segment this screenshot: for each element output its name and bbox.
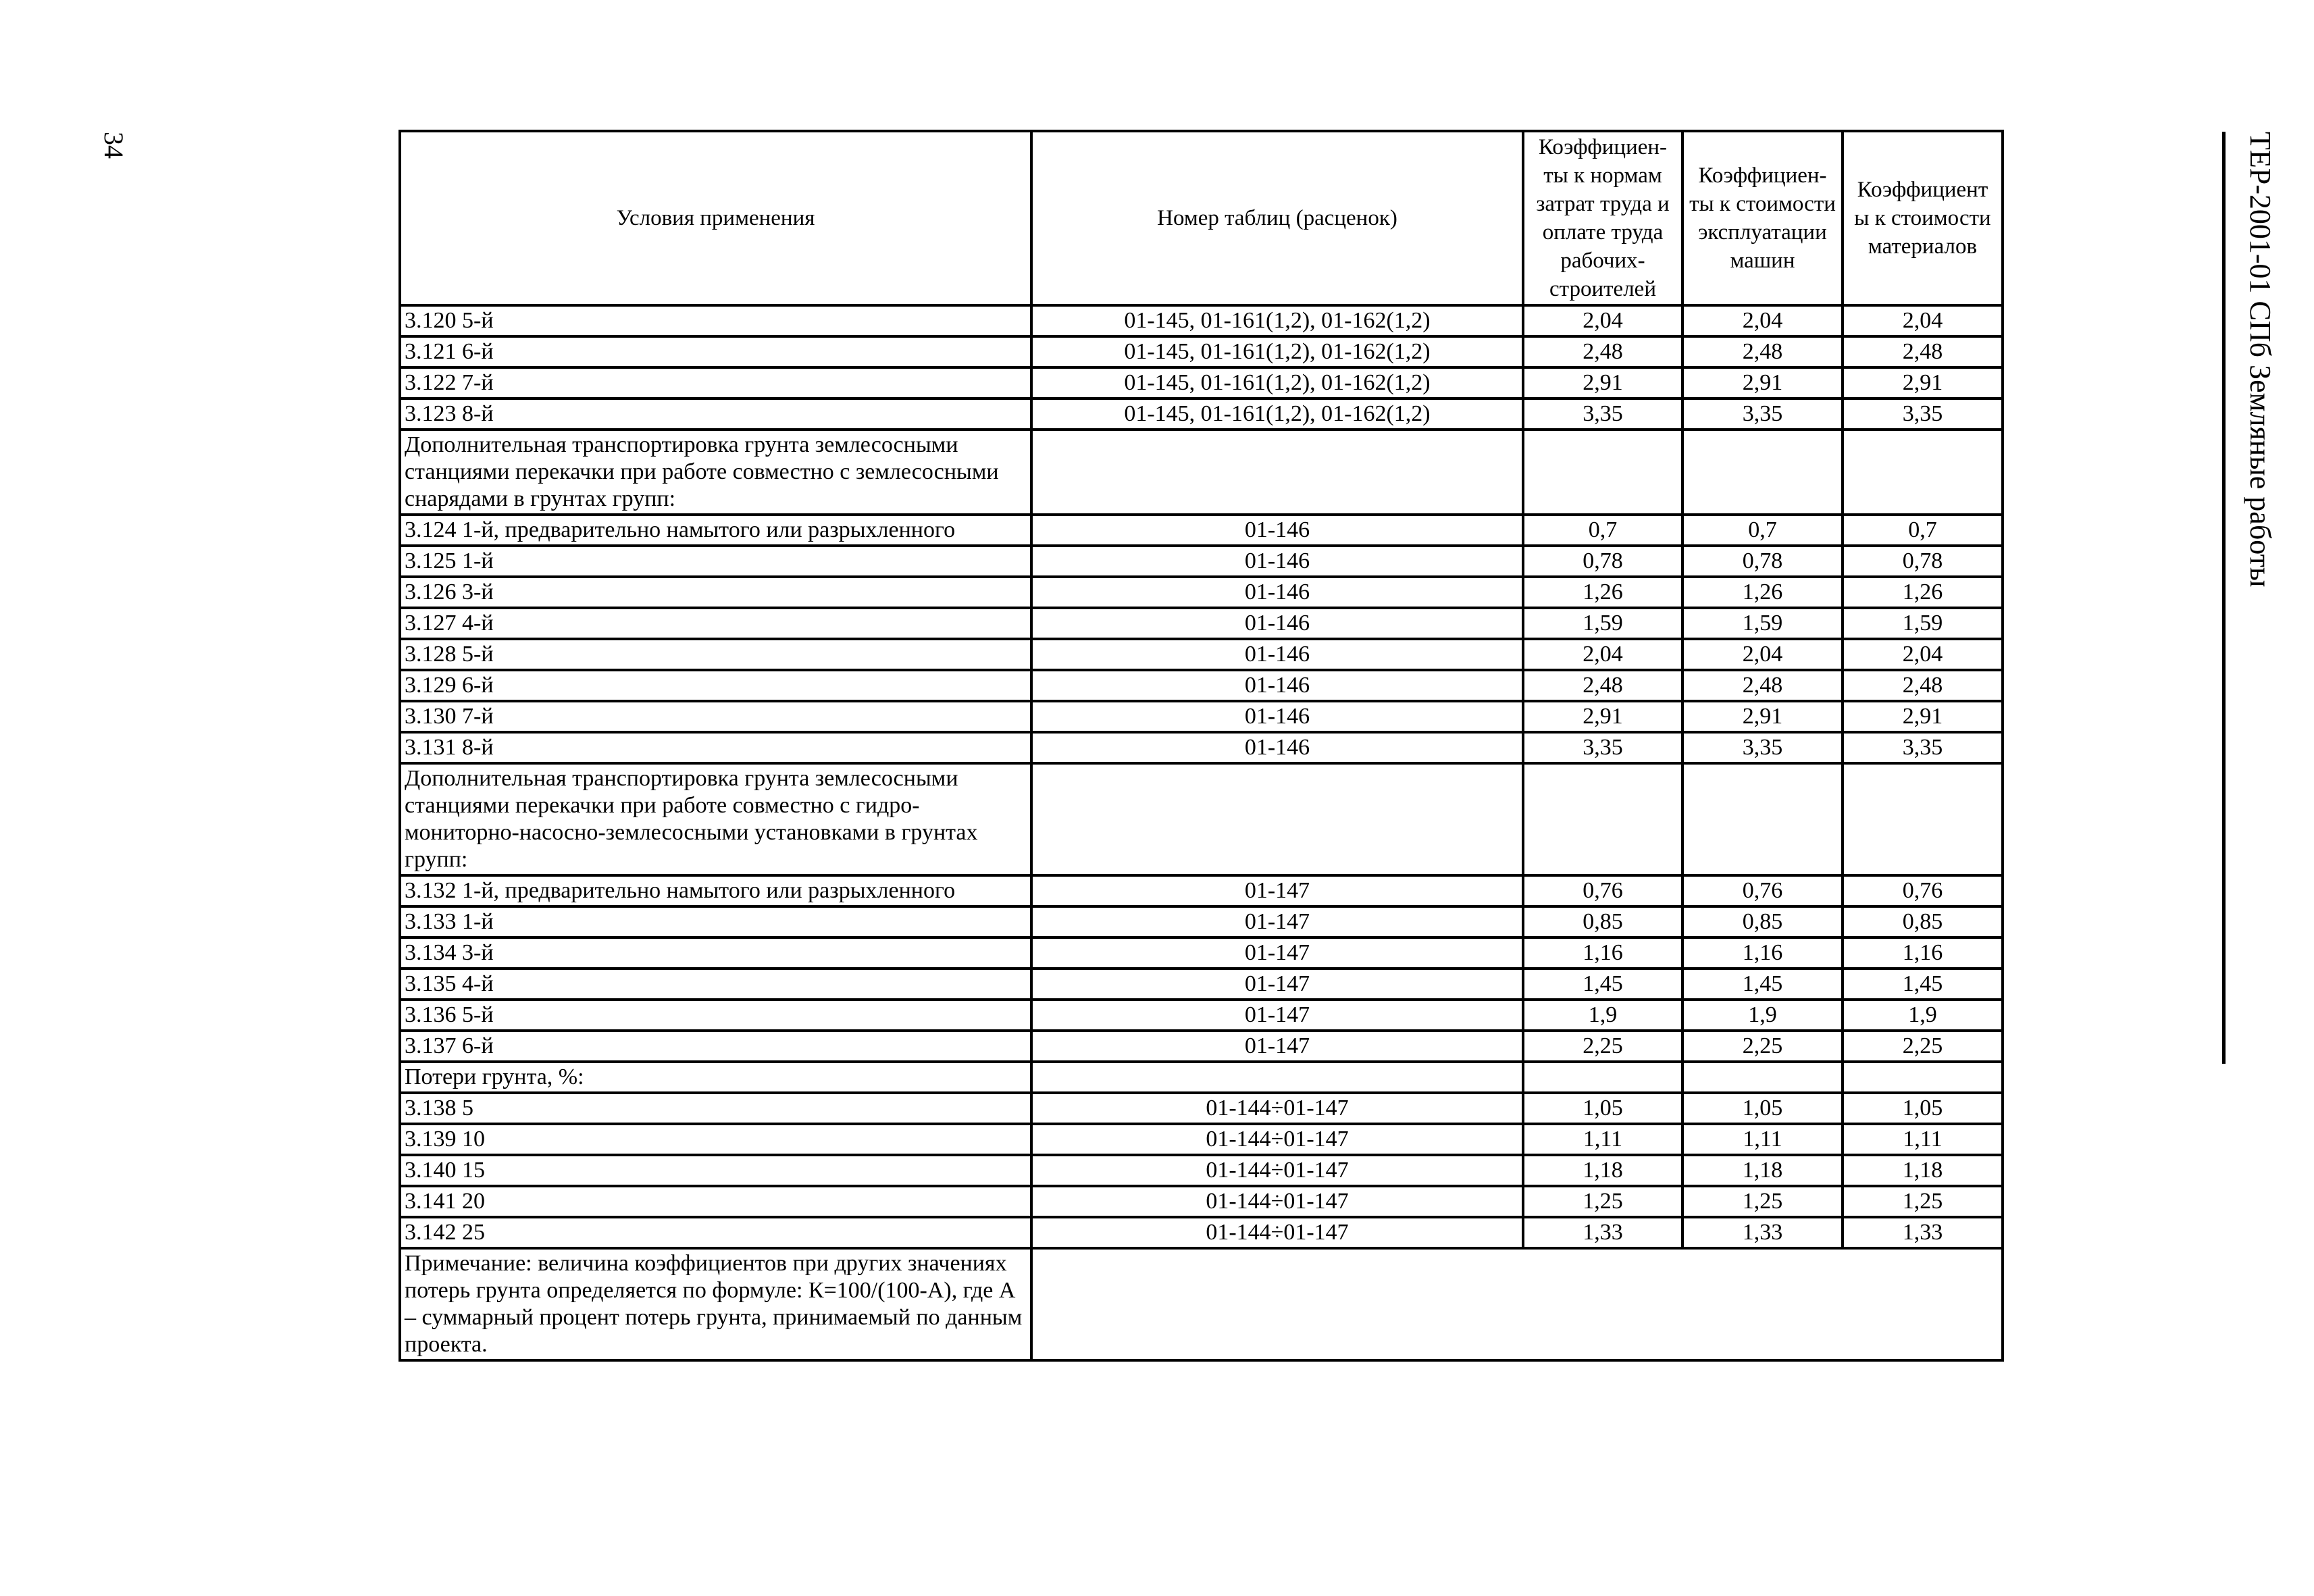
condition-cell: 3.131 8-й	[400, 732, 1031, 763]
table-number-cell: 01-146	[1031, 577, 1523, 608]
machine-coefficient-cell: 0,7	[1682, 515, 1843, 546]
condition-cell: 3.130 7-й	[400, 701, 1031, 732]
condition-cell: 3.125 1-й	[400, 546, 1031, 577]
material-coefficient-cell: 3,35	[1843, 732, 2003, 763]
machine-coefficient-cell: 2,48	[1682, 670, 1843, 701]
note-empty-cell	[1031, 1248, 2003, 1360]
table-row	[400, 1000, 2003, 1031]
condition-cell: 3.142 25	[400, 1217, 1031, 1248]
table-row	[400, 1217, 2003, 1248]
table-number-cell: 01-144÷01-147	[1031, 1186, 1523, 1217]
page-number: 34	[99, 132, 129, 159]
table-row	[400, 732, 2003, 763]
labor-coefficient-cell: 2,48	[1523, 670, 1682, 701]
labor-coefficient-cell: 3,35	[1523, 398, 1682, 430]
empty-cell	[1031, 1062, 1523, 1093]
labor-coefficient-cell: 2,04	[1523, 305, 1682, 336]
section-row	[400, 1062, 2003, 1093]
labor-coefficient-cell: 3,35	[1523, 732, 1682, 763]
table-number-cell: 01-147	[1031, 937, 1523, 969]
labor-coefficient-cell: 1,18	[1523, 1155, 1682, 1186]
labor-coefficient-cell: 2,48	[1523, 336, 1682, 367]
table-number-cell: 01-145, 01-161(1,2), 01-162(1,2)	[1031, 336, 1523, 367]
table-number-cell: 01-144÷01-147	[1031, 1217, 1523, 1248]
material-coefficient-cell: 1,18	[1843, 1155, 2003, 1186]
material-coefficient-cell: 1,05	[1843, 1093, 2003, 1124]
note-text: Примечание: величина коэффициентов при других значениях потерь грунта определяется по формуле: К=100/(100-А), где А – суммарный процент потерь грунта, принимаемый по данным проекта.	[400, 1248, 1031, 1360]
table-number-cell: 01-145, 01-161(1,2), 01-162(1,2)	[1031, 367, 1523, 398]
machine-coefficient-cell: 1,25	[1682, 1186, 1843, 1217]
header-labor-coefficients: Коэффициен-ты к нормам затрат труда и оплате труда рабочих-строителей	[1523, 131, 1682, 305]
table-row	[400, 608, 2003, 639]
material-coefficient-cell: 1,11	[1843, 1124, 2003, 1155]
material-coefficient-cell: 2,48	[1843, 336, 2003, 367]
machine-coefficient-cell: 1,05	[1682, 1093, 1843, 1124]
condition-cell: 3.137 6-й	[400, 1031, 1031, 1062]
material-coefficient-cell: 0,78	[1843, 546, 2003, 577]
labor-coefficient-cell: 1,59	[1523, 608, 1682, 639]
condition-cell: 3.132 1-й, предварительно намытого или разрыхленного	[400, 875, 1031, 906]
machine-coefficient-cell: 1,45	[1682, 969, 1843, 1000]
machine-coefficient-cell: 2,25	[1682, 1031, 1843, 1062]
empty-cell	[1523, 430, 1682, 515]
empty-cell	[1682, 430, 1843, 515]
empty-cell	[1031, 430, 1523, 515]
condition-cell: 3.138 5	[400, 1093, 1031, 1124]
labor-coefficient-cell: 2,91	[1523, 367, 1682, 398]
condition-cell: 3.123 8-й	[400, 398, 1031, 430]
section-row	[400, 430, 2003, 515]
machine-coefficient-cell: 2,91	[1682, 701, 1843, 732]
labor-coefficient-cell: 0,85	[1523, 906, 1682, 937]
condition-cell: 3.126 3-й	[400, 577, 1031, 608]
machine-coefficient-cell: 2,04	[1682, 305, 1843, 336]
table-number-cell: 01-147	[1031, 969, 1523, 1000]
note-row	[400, 1248, 2003, 1360]
condition-cell: 3.121 6-й	[400, 336, 1031, 367]
coefficients-table	[398, 130, 2004, 1362]
material-coefficient-cell: 2,91	[1843, 701, 2003, 732]
table-number-cell: 01-145, 01-161(1,2), 01-162(1,2)	[1031, 398, 1523, 430]
machine-coefficient-cell: 1,16	[1682, 937, 1843, 969]
table-row	[400, 639, 2003, 670]
labor-coefficient-cell: 2,91	[1523, 701, 1682, 732]
table-number-cell: 01-145, 01-161(1,2), 01-162(1,2)	[1031, 305, 1523, 336]
table-number-cell: 01-146	[1031, 515, 1523, 546]
table-number-cell: 01-147	[1031, 906, 1523, 937]
table-row	[400, 1186, 2003, 1217]
empty-cell	[1843, 430, 2003, 515]
header-row	[400, 131, 2003, 305]
empty-cell	[1523, 1062, 1682, 1093]
header-machine-coefficients: Коэффициен-ты к стоимости эксплуатации машин	[1682, 131, 1843, 305]
material-coefficient-cell: 2,04	[1843, 305, 2003, 336]
material-coefficient-cell: 3,35	[1843, 398, 2003, 430]
machine-coefficient-cell: 3,35	[1682, 398, 1843, 430]
material-coefficient-cell: 0,7	[1843, 515, 2003, 546]
machine-coefficient-cell: 1,59	[1682, 608, 1843, 639]
table-row	[400, 969, 2003, 1000]
table-body	[400, 305, 2003, 1248]
labor-coefficient-cell: 0,78	[1523, 546, 1682, 577]
section-heading: Дополнительная транспортировка грунта землесосными станциями перекачки при работе совместно с гидро-мониторно-насосно-землесосными установками в грунтах групп:	[400, 763, 1031, 875]
condition-cell: 3.120 5-й	[400, 305, 1031, 336]
machine-coefficient-cell: 0,78	[1682, 546, 1843, 577]
labor-coefficient-cell: 1,16	[1523, 937, 1682, 969]
table-row	[400, 875, 2003, 906]
table-row	[400, 577, 2003, 608]
material-coefficient-cell: 1,25	[1843, 1186, 2003, 1217]
table-row	[400, 701, 2003, 732]
labor-coefficient-cell: 1,25	[1523, 1186, 1682, 1217]
table-number-cell: 01-144÷01-147	[1031, 1124, 1523, 1155]
machine-coefficient-cell: 3,35	[1682, 732, 1843, 763]
table-row	[400, 937, 2003, 969]
section-heading: Дополнительная транспортировка грунта землесосными станциями перекачки при работе совместно с землесосными снарядами в грунтах групп:	[400, 430, 1031, 515]
table-row	[400, 367, 2003, 398]
empty-cell	[1031, 763, 1523, 875]
table-row	[400, 1031, 2003, 1062]
machine-coefficient-cell: 1,18	[1682, 1155, 1843, 1186]
material-coefficient-cell: 2,91	[1843, 367, 2003, 398]
labor-coefficient-cell: 1,33	[1523, 1217, 1682, 1248]
table-row	[400, 336, 2003, 367]
condition-cell: 3.127 4-й	[400, 608, 1031, 639]
table-number-cell: 01-146	[1031, 732, 1523, 763]
table-number-cell: 01-147	[1031, 1000, 1523, 1031]
material-coefficient-cell: 2,25	[1843, 1031, 2003, 1062]
empty-cell	[1843, 1062, 2003, 1093]
material-coefficient-cell: 1,59	[1843, 608, 2003, 639]
condition-cell: 3.139 10	[400, 1124, 1031, 1155]
section-row	[400, 763, 2003, 875]
machine-coefficient-cell: 1,33	[1682, 1217, 1843, 1248]
condition-cell: 3.140 15	[400, 1155, 1031, 1186]
labor-coefficient-cell: 1,9	[1523, 1000, 1682, 1031]
condition-cell: 3.129 6-й	[400, 670, 1031, 701]
table-row	[400, 1155, 2003, 1186]
material-coefficient-cell: 0,76	[1843, 875, 2003, 906]
header-material-coefficients: Коэффициент ы к стоимости материалов	[1843, 131, 2003, 305]
machine-coefficient-cell: 1,26	[1682, 577, 1843, 608]
machine-coefficient-cell: 0,76	[1682, 875, 1843, 906]
condition-cell: 3.128 5-й	[400, 639, 1031, 670]
empty-cell	[1523, 763, 1682, 875]
material-coefficient-cell: 1,9	[1843, 1000, 2003, 1031]
labor-coefficient-cell: 1,05	[1523, 1093, 1682, 1124]
table-number-cell: 01-147	[1031, 1031, 1523, 1062]
material-coefficient-cell: 0,85	[1843, 906, 2003, 937]
material-coefficient-cell: 2,04	[1843, 639, 2003, 670]
condition-cell: 3.122 7-й	[400, 367, 1031, 398]
table-row	[400, 305, 2003, 336]
labor-coefficient-cell: 2,25	[1523, 1031, 1682, 1062]
material-coefficient-cell: 1,26	[1843, 577, 2003, 608]
table-number-cell: 01-144÷01-147	[1031, 1155, 1523, 1186]
condition-cell: 3.141 20	[400, 1186, 1031, 1217]
header-table-numbers: Номер таблиц (расценок)	[1031, 131, 1523, 305]
material-coefficient-cell: 1,16	[1843, 937, 2003, 969]
table-number-cell: 01-144÷01-147	[1031, 1093, 1523, 1124]
table-number-cell: 01-147	[1031, 875, 1523, 906]
labor-coefficient-cell: 1,45	[1523, 969, 1682, 1000]
machine-coefficient-cell: 2,04	[1682, 639, 1843, 670]
empty-cell	[1682, 1062, 1843, 1093]
table-row	[400, 1093, 2003, 1124]
condition-cell: 3.134 3-й	[400, 937, 1031, 969]
labor-coefficient-cell: 1,26	[1523, 577, 1682, 608]
material-coefficient-cell: 1,45	[1843, 969, 2003, 1000]
machine-coefficient-cell: 2,48	[1682, 336, 1843, 367]
labor-coefficient-cell: 0,76	[1523, 875, 1682, 906]
labor-coefficient-cell: 0,7	[1523, 515, 1682, 546]
table-row	[400, 906, 2003, 937]
table-number-cell: 01-146	[1031, 670, 1523, 701]
section-heading: Потери грунта, %:	[400, 1062, 1031, 1093]
condition-cell: 3.133 1-й	[400, 906, 1031, 937]
running-head: ТЕР-2001-01 СПб Земляные работы	[2244, 132, 2277, 588]
empty-cell	[1682, 763, 1843, 875]
table-row	[400, 670, 2003, 701]
table-row	[400, 515, 2003, 546]
table-number-cell: 01-146	[1031, 701, 1523, 732]
running-head-rule	[2222, 132, 2226, 1064]
empty-cell	[1843, 763, 2003, 875]
condition-cell: 3.135 4-й	[400, 969, 1031, 1000]
material-coefficient-cell: 1,33	[1843, 1217, 2003, 1248]
labor-coefficient-cell: 1,11	[1523, 1124, 1682, 1155]
machine-coefficient-cell: 0,85	[1682, 906, 1843, 937]
header-conditions: Условия применения	[400, 131, 1031, 305]
machine-coefficient-cell: 1,11	[1682, 1124, 1843, 1155]
table-row	[400, 1124, 2003, 1155]
labor-coefficient-cell: 2,04	[1523, 639, 1682, 670]
material-coefficient-cell: 2,48	[1843, 670, 2003, 701]
table-number-cell: 01-146	[1031, 546, 1523, 577]
machine-coefficient-cell: 1,9	[1682, 1000, 1843, 1031]
table-number-cell: 01-146	[1031, 639, 1523, 670]
condition-cell: 3.136 5-й	[400, 1000, 1031, 1031]
condition-cell: 3.124 1-й, предварительно намытого или разрыхленного	[400, 515, 1031, 546]
table-number-cell: 01-146	[1031, 608, 1523, 639]
machine-coefficient-cell: 2,91	[1682, 367, 1843, 398]
table-row	[400, 398, 2003, 430]
table-row	[400, 546, 2003, 577]
